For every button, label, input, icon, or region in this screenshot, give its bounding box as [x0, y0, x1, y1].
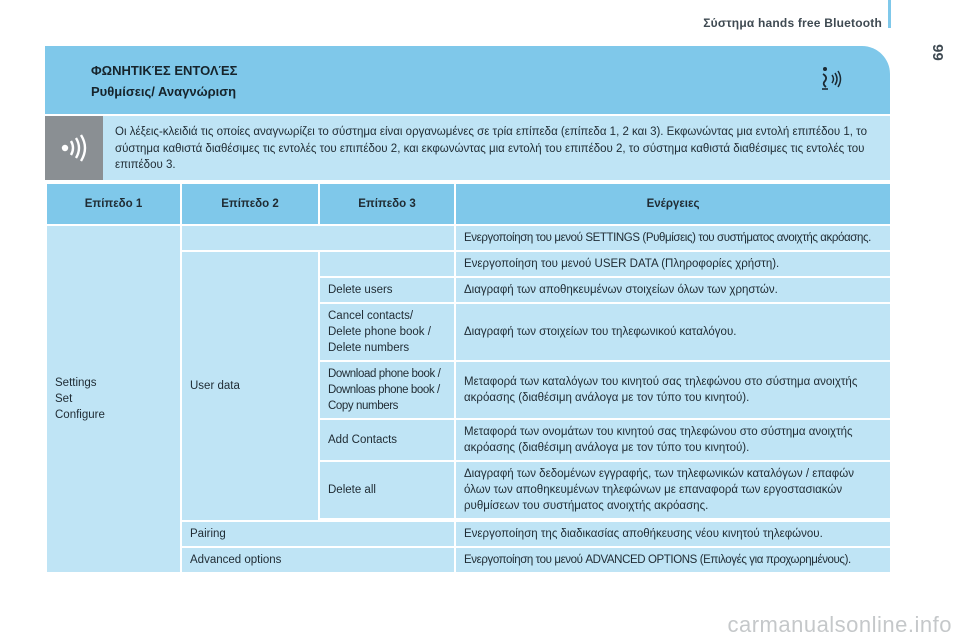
level3-action: Μεταφορά των ονομάτων του κινητού σας τηλεφώνου στο σύστημα ανοιχτής ακρόασης (διαθέσιμη ανάλογα με τον τύπο του κινητού). — [456, 420, 890, 460]
level2-advanced-options: Advanced options — [182, 548, 454, 572]
page-number: 99 — [929, 44, 947, 61]
pairing-action: Ενεργοποίηση της διαδικασίας αποθήκευσης νέου κινητού τηλεφώνου. — [456, 522, 890, 546]
intro-icon-box — [45, 116, 103, 180]
level3-action: Διαγραφή των στοιχείων του τηλεφωνικού καταλόγου. — [456, 304, 890, 360]
voice-command-icon — [816, 64, 846, 96]
level3-action: Διαγραφή των δεδομένων εγγραφής, των τηλεφωνικών καταλόγων / επαφών όλων των αποθηκευμένων τηλεφώνων με επαναφορά των εργοστασιακών ρυθμίσεων του συστήματος ανοιχτής ακρόασης. — [456, 462, 890, 518]
advanced-options-action: Ενεργοποίηση του μενού ADVANCED OPTIONS (Επιλογές για προχωρημένους). — [456, 548, 890, 572]
level3-action: Μεταφορά των καταλόγων του κινητού σας τηλεφώνου στο σύστημα ανοιχτής ακρόασης (διαθέσιμη ανάλογα με τον τύπο του κινητού). — [456, 362, 890, 418]
level1-settings: Settings Set Configure — [47, 226, 180, 572]
settings-action: Ενεργοποίηση του μενού SETTINGS (Ρυθμίσεις) του συστήματος ανοιχτής ακρόασης. — [456, 226, 890, 250]
edge-bar — [888, 0, 891, 28]
voice-commands-table — [45, 182, 892, 574]
level3-item: Cancel contacts/ Delete phone book / Delete numbers — [320, 304, 454, 360]
table-header-row — [47, 184, 890, 224]
level2-pairing: Pairing — [182, 522, 454, 546]
settings-spacer — [182, 226, 454, 250]
section-banner — [45, 46, 890, 114]
level3-item: Delete users — [320, 278, 454, 302]
level3-item: Add Contacts — [320, 420, 454, 460]
section-title: ΦΩΝΗΤΙΚΈΣ ΕΝΤΟΛΈΣ — [91, 63, 238, 78]
header-level-1: Επίπεδο 1 — [47, 184, 180, 224]
header-actions: Ενέργειες — [456, 184, 890, 224]
user-data-spacer — [320, 252, 454, 276]
page-header-title: Σύστημα hands free Bluetooth — [703, 16, 882, 30]
header-level-2: Επίπεδο 2 — [182, 184, 318, 224]
section-subtitle: Ρυθμίσεις/ Αναγνώριση — [91, 84, 237, 99]
intro-text: Οι λέξεις-κλειδιά τις οποίες αναγνωρίζει το σύστημα είναι οργανωμένες σε τρία επίπεδα (επίπεδα 1, 2 και 3). Εκφωνώντας μια εντολή επιπέδου 1, το σύστημα καθιστά διαθέσιμες τις εντολές του επιπέδου 2, και εκφωνώντας μια εντολή του επιπέδου 2, το σύστημα καθιστά διαθέσιμες τις εντολές του επιπέδου 3. — [115, 126, 867, 171]
watermark: carmanualsonline.info — [727, 612, 952, 637]
level3-item: Delete all — [320, 462, 454, 518]
level3-action: Διαγραφή των αποθηκευμένων στοιχείων όλων των χρηστών. — [456, 278, 890, 302]
sound-wave-icon — [57, 133, 91, 163]
level3-item: Download phone book / Downloas phone book / Copy numbers — [320, 362, 454, 418]
table-row — [47, 226, 890, 250]
user-data-action: Ενεργοποίηση του μενού USER DATA (Πληροφορίες χρήστη). — [456, 252, 890, 276]
intro-box — [45, 116, 890, 180]
level2-user-data: User data — [182, 252, 318, 520]
header-level-3: Επίπεδο 3 — [320, 184, 454, 224]
